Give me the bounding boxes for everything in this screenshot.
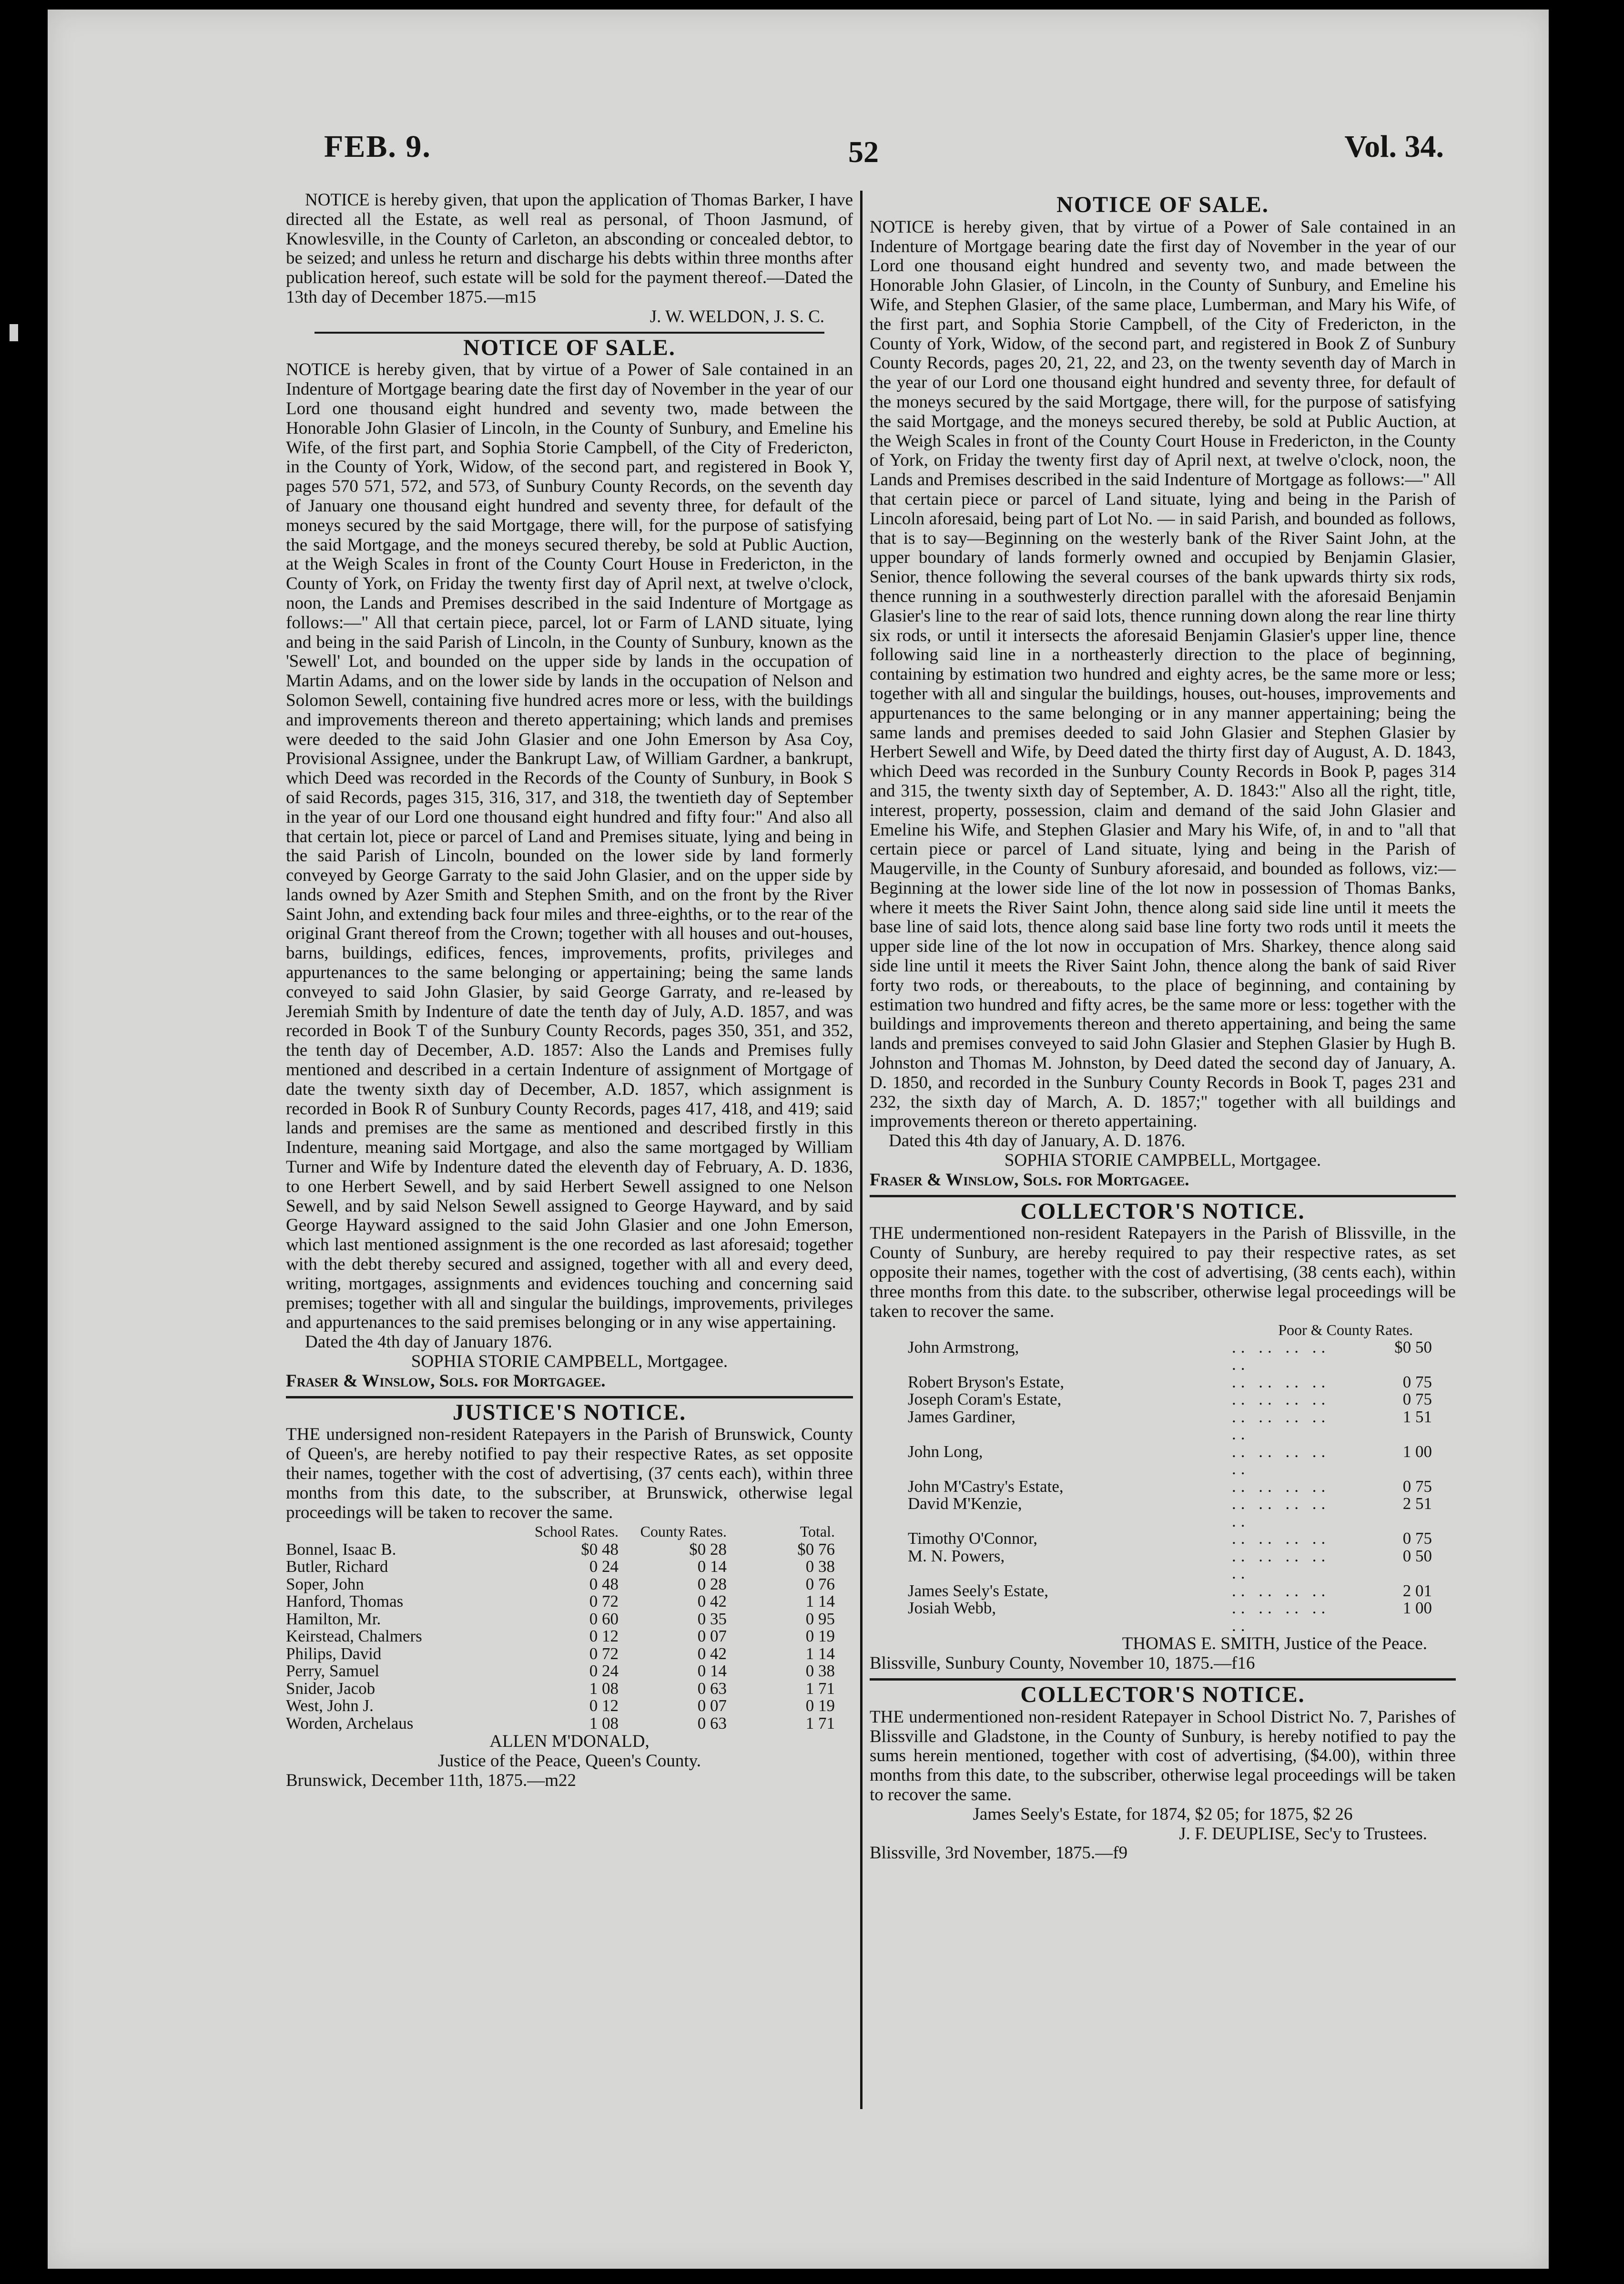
rate-value: 0 24 (589, 1662, 619, 1681)
notice-of-sale-heading: NOTICE OF SALE. (1056, 192, 1269, 217)
rate-value: 2 51 (1402, 1494, 1432, 1513)
rate-value: $0 50 (1394, 1337, 1432, 1356)
ratepayer-name: James Seely's Estate, (908, 1581, 1048, 1600)
ratepayer-name: Josiah Webb, (908, 1599, 996, 1618)
table-row (286, 1558, 850, 1576)
leader-dots: .. .. .. .. .. (1232, 1546, 1330, 1583)
leader-dots: .. .. .. .. .. (1232, 1442, 1330, 1478)
left-column (286, 191, 853, 1791)
ratepayer-name: Snider, Jacob (286, 1679, 376, 1698)
leader-dots: .. .. .. .. (1232, 1581, 1330, 1600)
divider (315, 332, 824, 334)
rate-value: 0 07 (697, 1627, 727, 1646)
rate-value: 0 76 (805, 1574, 835, 1593)
justices-notice-date: Brunswick, December 11th, 1875.—m22 (286, 1770, 577, 1790)
collectors-notice-signature: THOMAS E. SMITH, Justice of the Peace. (1122, 1634, 1427, 1654)
barker-notice-signature: J. W. WELDON, J. S. C. (650, 306, 824, 326)
ratepayer-name: James Gardiner, (908, 1407, 1016, 1426)
notice-of-sale-body: NOTICE is hereby given, that by virtue of a Power of Sale contained in an Indenture of Mortgage bearing date the first day of November in the year of our Lord one thousand eight hundred and seventy two, and made between the Honorable John Glasier, of Lincoln, in the County of Sunbury, and Emeline his Wife, and Stephen Glasier, of the same place, Lumberman, and Mary his Wife, of the first part, and Sophia Storie Campbell, of the City of Fredericton, in the County of York, Widow, of the second part, and registered in Book Z of Sunbury County Records, pages 20, 21, 22, and 23, on the twenty seventh day of March in the year of our Lord one thousand eight hundred and seventy three, for default of the moneys secured by the said Mortgage, there will, for the purpose of satisfying the said Mortgage, and the moneys secured thereby, be sold at Public Auction, at the Weigh Scales in front of the County Court House in Fredericton, in the County of York, on Friday the twenty first day of April next, at twelve o'clock, noon, the Lands and Premises described in the said Indenture of Mortgage as follows:—" All that certain piece or parcel of Land situate, lying and being in the Parish of Lincoln aforesaid, being part of Lot No. — in said Parish, and bounded as follows, that is to say—Beginning on the westerly bank of the River Saint John, at the upper boundary of lands formerly owned and occupied by Benjamin Glasier, Senior, thence following the several courses of the bank upwards thirty six rods, thence running in a southwesterly direction parallel with the aforesaid Benjamin Glasier's line to the rear of said lots, thence running down along the rear line thirty six rods, or until it intersects the aforesaid Benjamin Glasier's upper line, thence following said line in a northeasterly direction to the place of beginning, containing by estimation two hundred and eighty acres, be the same more or less; together with all and singular the buildings, houses, out-houses, improvements and appurtenances to the same belonging or in any manner appertaining; being the same lands and premises deeded to said John Glasier and Stephen Glasier by Herbert Sewell and Wife, by Deed dated the thirty first day of August, A. D. 1843, which Deed was recorded in the Sunbury County Records in Book P, pages 314 and 315, the twenty sixth day of September, A. D. 1843:" Also all the right, title, interest, property, possession, claim and demand of the said John Glasier and Emeline his Wife, and Stephen Glasier and Mary his Wife, of, in and to "all that certain piece or parcel of Land situate, lying and being in the Parish of Maugerville, in the County of Sunbury aforesaid, and bounded as follows, viz:—Beginning at the lower side line of the lot now in possession of Thomas Banks, where it meets the River Saint John, thence along said side line until it meets the base line of said lots, thence along said base line forty two rods until it meets the upper side line of the lot now in occupation of Mrs. Sharkey, thence along said side line until it meets the River Saint John, thence along the bank of said River forty two rods, or thereabouts, to the place of beginning, and containing by estimation two hundred and fifty acres, be the same more or less: together with the buildings and improvements thereon and thereto appertaining, and being the same lands and premises conveyed to said John Glasier and Stephen Glasier by Hugh B. Johnston and Thomas M. Johnston, by Deed dated the second day of January, A. D. 1850, and recorded in the Sunbury County Records in Book T, pages 231 and 232, the sixth day of March, A. D. 1857;" together with all buildings and improvements thereon or thereto appertaining. (870, 217, 1456, 1132)
table-row (286, 1645, 850, 1663)
rate-value: 0 42 (697, 1644, 727, 1663)
ratepayer-name: Hamilton, Mr. (286, 1609, 381, 1628)
rate-value: 0 60 (589, 1609, 619, 1628)
notice-of-sale-heading: NOTICE OF SALE. (463, 335, 676, 360)
ratepayer-name: Robert Bryson's Estate, (908, 1372, 1065, 1391)
collectors-notice-date: Blissville, Sunbury County, November 10, 1875.—f16 (870, 1653, 1255, 1673)
rate-value: 0 07 (697, 1696, 727, 1715)
ratepayer-name: Soper, John (286, 1574, 364, 1593)
rate-value: $0 48 (581, 1540, 619, 1559)
ratepayer-name: David M'Kenzie, (908, 1494, 1022, 1513)
collectors-notice-signature: J. F. DEUPLISE, Sec'y to Trustees. (1179, 1824, 1427, 1844)
notice-of-sale-signature: SOPHIA STORIE CAMPBELL, Mortgagee. (1004, 1151, 1321, 1171)
rate-value: 0 72 (589, 1592, 619, 1611)
right-column (870, 191, 1456, 1863)
rate-value: 0 75 (1402, 1372, 1432, 1391)
ratepayer-name: John M'Castry's Estate, (908, 1477, 1064, 1496)
notice-of-sale-signature: SOPHIA STORIE CAMPBELL, Mortgagee. (411, 1352, 728, 1372)
collectors-notice-body: THE undermentioned non-resident Ratepayers in the Parish of Blissville, in the County of Sunbury, are hereby required to pay their respective rates, as set opposite their names, together with the cost of advertising, (38 cents each), within three months from this date. to the subscriber, otherwise legal proceedings will be taken to recover the same. (870, 1224, 1456, 1321)
rate-value: 1 71 (805, 1679, 835, 1698)
ratepayer-name: Philips, David (286, 1644, 382, 1663)
ratepayer-name: John Long, (908, 1442, 983, 1461)
rate-value: 0 75 (1402, 1529, 1432, 1548)
leader-dots: .. .. .. .. .. (1232, 1599, 1330, 1635)
header-date: FEB. 9. (324, 129, 431, 164)
collectors-notice-date: Blissville, 3rd November, 1875.—f9 (870, 1843, 1128, 1863)
leader-dots: .. .. .. .. (1232, 1529, 1330, 1548)
collectors-notice-body: THE undermentioned non-resident Ratepayer in School District No. 7, Parishes of Blissville and Gladstone, in the County of Sunbury, is hereby notified to pay the sums herein mentioned, together with cost of advertising, ($4.00), within three months from this date, to the subscriber, otherwise legal proceedings will be taken to recover the same. (870, 1707, 1456, 1805)
rate-value: 0 24 (589, 1557, 619, 1576)
leader-dots: .. .. .. .. (1232, 1477, 1330, 1496)
collectors-notice-amount: James Seely's Estate, for 1874, $2 05; for 1875, $2 26 (973, 1804, 1353, 1824)
divider (286, 1396, 853, 1398)
table-row (286, 1611, 850, 1628)
ratepayer-name: Bonnel, Isaac B. (286, 1540, 396, 1559)
newspaper-page (48, 10, 1549, 2269)
rate-value: 1 14 (805, 1644, 835, 1663)
collectors-rates-table (870, 1321, 1432, 1634)
leader-dots: .. .. .. .. (1232, 1390, 1330, 1409)
notice-of-sale-body: NOTICE is hereby given, that by virtue of a Power of Sale contained in an Indenture of Mortgage bearing date the first day of November in the year of our Lord one thousand eight hundred and seventy two, made between the Honorable John Glasier of Lincoln, in the County of Sunbury, and Emeline his Wife, of the first part, and Sophia Storie Campbell, of the City of Fredericton, in the County of York, Widow, of the second part, and registered in Book Y, pages 570 571, 572, and 573, of Sunbury County Records, on the seventh day of January one thousand eight hundred and seventy three, for default of the moneys secured by the said Mortgage, there will, for the purpose of satisfying the said Mortgage, and the moneys secured thereby, be sold at Public Auction, at the Weigh Scales in front of the County Court House in Fredericton, in the County of York, on Friday the twenty first day of April next, at twelve o'clock, noon, the Lands and Premises described in the said Indenture of Mortgage as follows:—" All that certain piece, parcel, lot or Farm of LAND situate, lying and being in the said Parish of Lincoln, in the County of Sunbury, known as the 'Sewell' Lot, and bounded on the upper side by lands in the occupation of Martin Adams, and on the lower side by lands in the occupation of Nelson and Solomon Sewell, containing five hundred acres more or less, with the buildings and improvements thereon and thereto appertaining; which lands and premises were deeded to the said John Glasier and one John Emerson by Asa Coy, Provisional Assignee, under the Bankrupt Law, of William Gardner, a bankrupt, which Deed was recorded in the Records of the County of Sunbury, in Book S of said Records, pages 315, 316, 317, and 318, the twentieth day of September in the year of our Lord one thousand eight hundred and fifty four:" And also all that certain lot, piece or parcel of Land and Premises situate, lying and being in the said Parish of Lincoln, bounded on the lower side by land formerly conveyed by George Garraty to the said John Glasier, and on the upper side by lands owned by Azer Smith and Stephen Smith, and on the front by the River Saint John, and extending back four miles and three-eighths, or to the rear of the original Grant thereof from the Crown; together with all houses and out-houses, barns, buildings, edifices, fences, improvements, profits, privileges and appurtenances to the same belonging or appertaining; being the same lands conveyed to said John Glasier, by said George Garraty, and re-leased by Jeremiah Smith by Indenture of date the tenth day of July, A.D. 1857, and was recorded in Book T of the Sunbury County Records, pages 350, 351, and 352, the tenth day of December, A.D. 1857: Also the Lands and Premises fully mentioned and described in a certain Indenture of assignment of Mortgage of date the twenty sixth day of December, A.D. 1857, which assignment is recorded in Book R of Sunbury County Records, pages 417, 418, and 419; said lands and premises are the same as mentioned and described firstly in this Indenture, meaning said Mortgage, and also the same mortgaged by William Turner and Wife by Indenture dated the eleventh day of February, A. D. 1836, to one Herbert Sewell, and by said Herbert Sewell assigned to one Nelson Sewell, and by said Nelson Sewell assigned to George Hayward, and by said George Hayward assigned to the said John Glasier and one John Emerson, which last mentioned assignment is the one recorded as last aforesaid; together with the debt thereby secured and assigned, together with all and every deed, writing, mortgages, assignments and evidences touching and concerning said premises; together with all and singular the buildings, improvements, privileges and appurtenances to the said premises belonging or in any wise appertaining. (286, 360, 853, 1333)
rate-value: 1 00 (1402, 1442, 1432, 1461)
collectors-notice-heading: COLLECTOR'S NOTICE. (1020, 1682, 1305, 1708)
ratepayer-name: Hanford, Thomas (286, 1592, 404, 1611)
table-row (870, 1339, 1432, 1374)
table-row (286, 1680, 850, 1698)
table-row (286, 1628, 850, 1645)
table-row (870, 1374, 1432, 1391)
ratepayer-name: Worden, Archelaus (286, 1713, 414, 1733)
table-row (870, 1548, 1432, 1582)
rate-value: 1 08 (589, 1679, 619, 1698)
table-row (870, 1391, 1432, 1408)
rate-value: 1 51 (1402, 1407, 1432, 1426)
ratepayer-name: Keirstead, Chalmers (286, 1627, 422, 1646)
notice-of-sale-dated: Dated the 4th day of January 1876. (305, 1332, 552, 1352)
notice-of-sale-dated: Dated this 4th day of January, A. D. 1876. (889, 1131, 1186, 1151)
rate-value: 0 75 (1402, 1390, 1432, 1409)
rate-value: 1 71 (805, 1713, 835, 1733)
collectors-rates-rows (870, 1339, 1432, 1635)
rate-value: 0 95 (805, 1609, 835, 1628)
rate-value: 0 42 (697, 1592, 727, 1611)
justices-notice-title: Justice of the Peace, Queen's County. (438, 1751, 701, 1771)
justices-notice-body: THE undersigned non-resident Ratepayers in the Parish of Brunswick, County of Queen's, are hereby notified to pay their respective Rates, as set opposite their names, together with the cost of advertising, (37 cents each), within three months from this date, to the subscriber, at Brunswick, otherwise legal proceedings will be taken to recover the same. (286, 1425, 853, 1522)
table-row (286, 1697, 850, 1715)
rate-value: 0 38 (805, 1557, 835, 1576)
rate-value: $0 28 (689, 1540, 727, 1559)
rate-value: 0 28 (697, 1574, 727, 1593)
ratepayer-name: John Armstrong, (908, 1337, 1019, 1356)
table-row (870, 1600, 1432, 1634)
justices-notice-heading: JUSTICE'S NOTICE. (452, 1399, 687, 1425)
collectors-notice-heading: COLLECTOR'S NOTICE. (1020, 1198, 1305, 1224)
table-row (286, 1576, 850, 1593)
table-row (286, 1715, 850, 1733)
table-row (870, 1408, 1432, 1443)
rate-value: 1 08 (589, 1713, 619, 1733)
page-header (48, 10, 1549, 195)
rate-value: 0 75 (1402, 1477, 1432, 1496)
ratepayer-name: Timothy O'Connor, (908, 1529, 1038, 1548)
table-row (286, 1593, 850, 1611)
rate-value: 0 48 (589, 1574, 619, 1593)
leader-dots: .. .. .. .. .. (1232, 1494, 1330, 1530)
leader-dots: .. .. .. .. .. (1232, 1407, 1330, 1444)
table-row (286, 1662, 850, 1680)
rate-value: $0 76 (797, 1540, 835, 1559)
rate-value: 0 35 (697, 1609, 727, 1628)
divider (870, 1195, 1456, 1197)
ratepayer-name: Joseph Coram's Estate, (908, 1390, 1062, 1409)
justices-rates-rows (286, 1541, 850, 1733)
volume-number: Vol. 34. (1344, 129, 1444, 164)
rate-value: 0 72 (589, 1644, 619, 1663)
rate-value: 0 63 (697, 1713, 727, 1733)
leader-dots: .. .. .. .. .. (1232, 1337, 1330, 1374)
ratepayer-name: West, John J. (286, 1696, 374, 1715)
rate-value: 0 19 (805, 1627, 835, 1646)
notice-of-sale-solicitors: Fraser & Winslow, Sols. for Mortgagee. (870, 1170, 1189, 1190)
table-row (870, 1495, 1432, 1530)
divider (870, 1678, 1456, 1681)
scan-edge-mark (10, 324, 18, 341)
column-header: School Rates. (535, 1523, 619, 1540)
table-row (286, 1541, 850, 1559)
rate-value: 2 01 (1402, 1581, 1432, 1600)
ratepayer-name: Butler, Richard (286, 1557, 388, 1576)
rate-value: 0 19 (805, 1696, 835, 1715)
table-row (870, 1582, 1432, 1600)
rate-value: 0 38 (805, 1662, 835, 1681)
barker-notice-text: NOTICE is hereby given, that upon the application of Thomas Barker, I have directed all the Estate, as well real as personal, of Thoon Jasmund, of Knowlesville, in the County of Carleton, an absconding or concealed debtor, to be seized; and unless he return and discharge his debts within three months after publication hereof, such estate will be sold for the payment thereof.—Dated the 13th day of December 1875.—m15 (286, 190, 853, 307)
rate-value: 0 50 (1402, 1546, 1432, 1565)
column-header: Poor & County Rates. (1278, 1321, 1413, 1339)
ratepayer-name: Perry, Samuel (286, 1662, 380, 1681)
column-header: County Rates. (640, 1523, 727, 1540)
justices-notice-signature: ALLEN M'DONALD, (489, 1732, 650, 1752)
rate-value: 0 14 (697, 1662, 727, 1681)
column-header: Total. (800, 1523, 835, 1540)
column-divider (860, 191, 863, 2109)
page-number: 52 (848, 135, 879, 169)
rate-value: 0 12 (589, 1627, 619, 1646)
rate-value: 0 12 (589, 1696, 619, 1715)
rate-value: 0 14 (697, 1557, 727, 1576)
rate-value: 1 14 (805, 1592, 835, 1611)
table-row (870, 1478, 1432, 1496)
notice-of-sale-solicitors: Fraser & Winslow, Sols. for Mortgagee. (286, 1371, 606, 1391)
justices-rates-table (286, 1522, 850, 1732)
table-row (870, 1443, 1432, 1478)
ratepayer-name: M. N. Powers, (908, 1546, 1005, 1565)
rate-value: 1 00 (1402, 1599, 1432, 1618)
table-row (870, 1530, 1432, 1548)
leader-dots: .. .. .. .. (1232, 1372, 1330, 1391)
rate-value: 0 63 (697, 1679, 727, 1698)
